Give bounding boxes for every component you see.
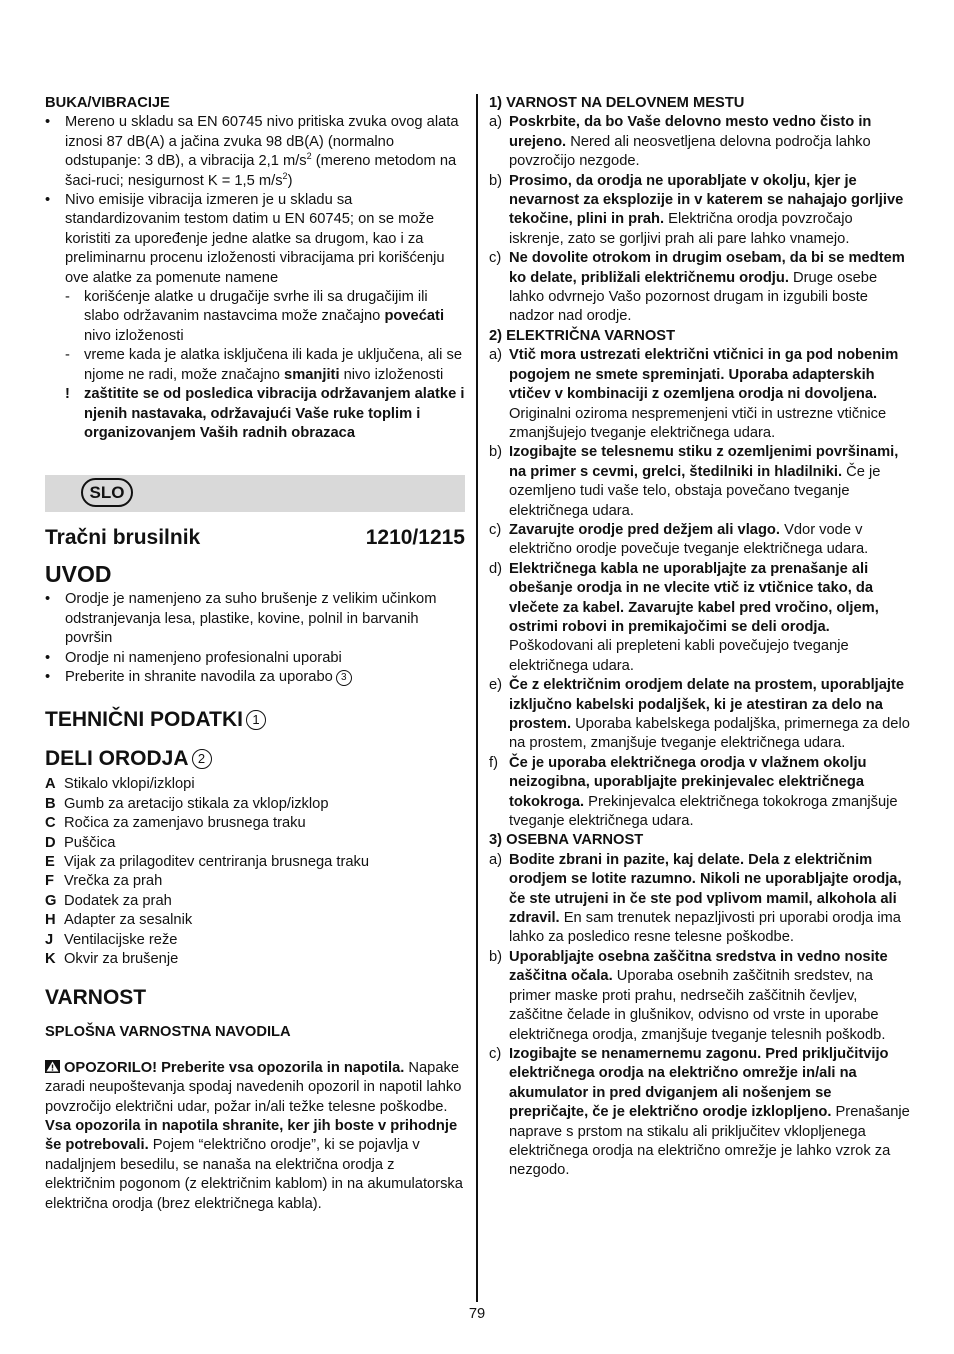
sub-item: - vreme kada je alatka isključena ili kada je uključena, ali se njome ne radi, može značajno smanjiti nivo izloženosti	[45, 346, 465, 385]
part-item: B Gumb za aretacijo stikala za vklop/izklop	[45, 795, 329, 812]
section-label: 1) VARNOST NA DELOVNEM MESTU	[489, 95, 745, 111]
list-item: • Orodje ni namenjeno profesionalni uporabi	[45, 649, 342, 666]
safety-item: e) Če z električnim orodjem delate na prostem, uporabljajte izključno kabelski podaljšek, ki je atestiran za delo na prostem. Uporaba kabelskega podaljška, primernega za delo na prostem, zmanjšuje tveganje električnega udara.	[489, 677, 910, 752]
language-badge: SLO	[81, 478, 133, 507]
parts-list	[45, 775, 465, 969]
figure-ref: 3	[336, 670, 352, 686]
splosna-label: SPLOŠNA VARNOSTNA NAVODILA	[45, 1024, 291, 1041]
list-item	[45, 191, 465, 288]
warning-icon	[45, 1060, 60, 1073]
column-divider	[476, 94, 478, 1302]
dash: -	[65, 347, 70, 364]
deli-heading: DELI ORODJA 2	[45, 746, 465, 772]
safety-item: a) Bodite zbrani in pazite, kaj delate. Dela z električnim orodjem se lotite razumno. Nikoli ne uporabljajte orodja, če ste utrujeni in če ste pod vplivom mamil, alkohola ali zdravil. En sam trenutek nepazljivosti pri uporabi orodja ima lahko za posledico resne telesne poškodbe.	[489, 851, 902, 946]
buka-bullet-1: Mereno u skladu sa EN 60745 nivo pritiska zvuka ovog alata iznosi 87 dB(A) a jačina zvuka 98 dB(A) (normalno odstupanje: 3 dB), a vibracija 2,1 $m/s^2$ (mereno metodom na šaci-ruci; nesigurnost K = 1,5 $m/s^2$)	[65, 114, 459, 189]
part-item: J Ventilacijske reže	[45, 931, 178, 948]
varnost-heading: VARNOST	[45, 986, 147, 1010]
part-item: E Vijak za prilagoditev centriranja brusnega traku	[45, 853, 370, 870]
section-label: 3) OSEBNA VARNOST	[489, 832, 644, 849]
product-model: 1210/1215	[365, 526, 465, 550]
safety-item: b) Izogibajte se telesnemu stiku z ozemljenimi površinami, na primer s cevmi, grelci, štedilniki in hladilniki. Če je ozemljeno tudi vaše telo, obstaja povečano tveganje električnega udara.	[489, 444, 899, 519]
buka-bullet-2: Nivo emisije vibracija izmeren je u skladu sa standardizovanim testom datim u EN 60745; on se može koristiti za upoređenje jedne alatke sa drugom, kao i za preliminarnu procenu izloženosti vibracijama pri korišćenju ove alatke za pomenute namene	[65, 192, 445, 286]
safety-item: d) Električnega kabla ne uporabljajte za prenašanje ali obešanje orodja in ne vlecite vtič iz vtičnice tako, da vlečete za kabel. Zavarujte kabel pred vročino, oljem, ostrimi robovi in premikajočimi se deli orodja. Poškodovani ali prepleteni kabli povečujejo tveganje električnega udara.	[489, 560, 879, 674]
right-column	[489, 94, 911, 1181]
warning-note: ! zaštitite se od posledica vibracija održavanjem alatke i njenih nastavaka, održavajući Vaše ruke toplim i organizovanjem Vaših radnih obrazaca	[45, 385, 465, 443]
safety-item: b) Prosimo, da orodja ne uporabljate v okolju, kjer je nevarnost za eksplozije in v katerem se nahajajo gorljive tekočine, plini in prah. Električna orodja povzročajo iskrenje, zato se gorljivi prah ali pare lahko vnamejo.	[489, 172, 904, 247]
part-item: F Vrečka za prah	[45, 873, 163, 890]
list-item	[45, 113, 465, 191]
product-title: Tračni brusilnik	[45, 526, 201, 550]
safety-item: b) Uporabljajte osebna zaščitna sredstva in vedno nosite zaščitna očala. Uporaba osebnih zaščitnih sredstev, na primer maske proti prahu, nedrsečih zaščitnih čevljev, zaščitne čelade in glušnikov, odvisno od vrste in uporabe električnega orodja, zmanjšuje tveganje telesnih poškodb.	[489, 948, 888, 1043]
warning-paragraph: OPOZORILO! Preberite vsa opozorila in napotila. Napake zaradi neupoštevanja spodaj navedenih opozoril in napotil lahko povzročijo električni udar, požar in/ali težke telesne poškodbe. Vsa opozorila in napotila shranite, ker jih boste v prihodnje še potrebovali. Pojem “električno orodje”, ki se pojavlja v nadaljnjem besedilu, se nanaša na električna orodja z električnim pogonom (z električnim kablom) in na akumulatorska električna orodja (brez električnega kabla).	[45, 1059, 463, 1212]
part-item: H Adapter za sesalnik	[45, 912, 193, 929]
safety-item: c) Zavarujte orodje pred dežjem ali vlago. Vdor vode v električno orodje povečuje tveganje električnega udara.	[489, 521, 869, 558]
part-item: G Dodatek za prah	[45, 892, 172, 909]
list-item: • Preberite in shranite navodila za uporabo 3	[45, 668, 465, 687]
figure-ref: 2	[192, 749, 212, 769]
part-item: C Ročica za zamenjavo brusnega traku	[45, 815, 306, 832]
uvod-heading: UVOD	[45, 561, 112, 588]
teh-heading: TEHNIČNI PODATKI 1	[45, 707, 465, 733]
language-banner	[45, 475, 465, 512]
page-number: 79	[468, 1306, 486, 1322]
dash: -	[65, 289, 70, 306]
part-item: K Okvir za brušenje	[45, 951, 179, 967]
exclamation-mark: !	[65, 386, 70, 403]
figure-ref: 1	[246, 710, 266, 730]
safety-item: c) Ne dovolite otrokom in drugim osebam, da bi se medtem ko delate, približali električnemu orodju. Druge osebe lahko odvrnejo Vašo pozornost drugam in izgubili boste nadzor nad orodje.	[489, 250, 905, 325]
product-title-row	[45, 525, 465, 551]
sub-item: - korišćenje alatke u drugačije svrhe ili sa drugačijim ili slabo održavanim nastavcima može značajno povećati nivo izloženosti	[45, 288, 465, 346]
bullet: •	[45, 114, 51, 131]
safety-item: c) Izogibajte se nenamernemu zagonu. Pred priključitvijo električnega orodja na električno omrežje in/ali na akumulator in pred dviganjem ali nošenjem se prepričajte, če je električno orodje izklopljeno. Prenašanje naprave s prstom na stikalu ali priključitev vklopljenega električnega orodja na električno omrežje je lahko vzrok za nezgodo.	[489, 1045, 910, 1179]
safety-item: a) Poskrbite, da bo Vaše delovno mesto vedno čisto in urejeno. Nered ali neosvetljena delovna področja lahko povzročijo nezgode.	[489, 114, 872, 170]
list-item: • Orodje je namenjeno za suho brušenje z velikim učinkom odstranjevanja lesa, plastike, kovine, polnil in barvanih površin	[45, 591, 437, 647]
part-item: A Stikalo vklopi/izklopi	[45, 776, 195, 793]
bullet: •	[45, 192, 51, 209]
left-column	[45, 94, 465, 1214]
safety-item: a) Vtič mora ustrezati električni vtičnici in ga pod nobenim pogojem ne smete spreminjati. Uporaba adapterskih vtičev v kombinaciji z ozemljena orodja ni dovoljena. Originalni oziroma nespremenjeni vtiči in ustrezne vtičnice zmanjšujejo tveganje električnega udara.	[489, 347, 899, 441]
buka-label: BUKA/VIBRACIJE	[45, 95, 170, 111]
safety-item: f) Če je uporaba električnega orodja v vlažnem okolju neizogibna, uporabljajte prekinjevalec električnega tokokroga. Prekinjevalca električnega tokokroga zmanjšuje tveganje električnega udara.	[489, 754, 898, 830]
section-label: 2) ELEKTRIČNA VARNOST	[489, 327, 676, 344]
part-item: D Puščica	[45, 834, 116, 851]
